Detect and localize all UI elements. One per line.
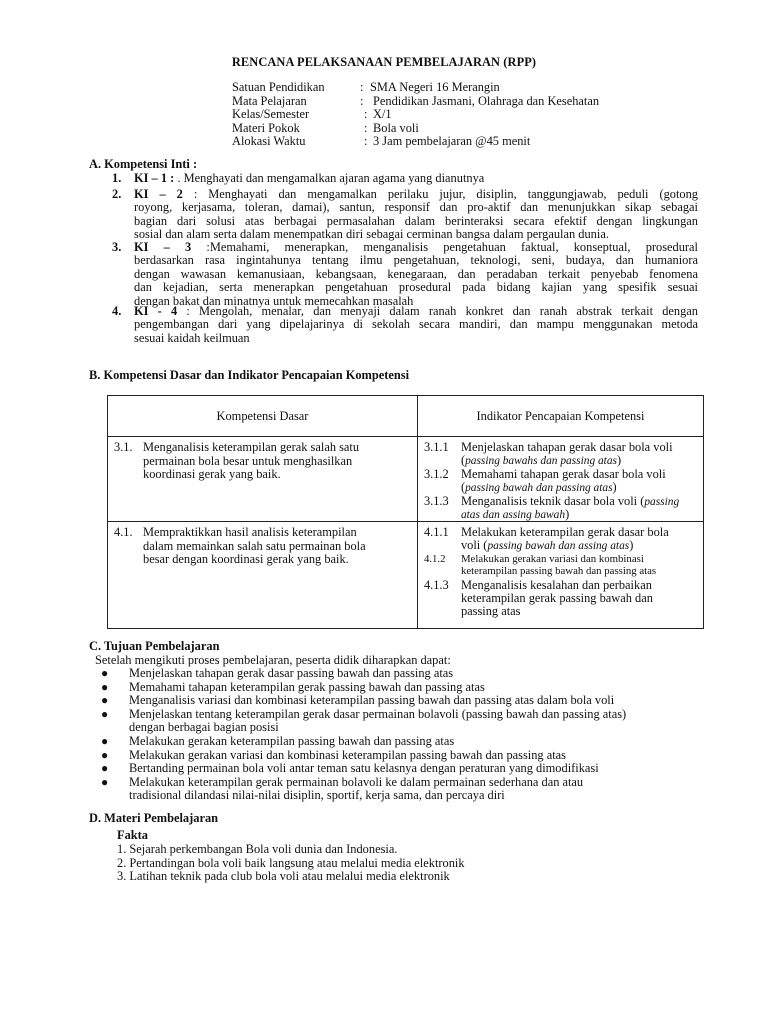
list-item: 2. Pertandingan bola voli baik langsung atau melalui media elektronik: [117, 855, 465, 870]
bullet-icon: ●: [101, 679, 109, 694]
ki-body: [134, 172, 698, 185]
ki-text: berdasarkan rasa ingintahunya tentang ilmu pengetahuan, teknologi, seni, budaya, dan humaniora: [134, 254, 698, 268]
info-label: Alokasi Waktu: [232, 134, 306, 148]
table-cell: [417, 522, 703, 629]
indicator-text: Menjelaskan tahapan gerak dasar bola voli: [460, 440, 673, 454]
indicator-cont: passing atas: [460, 604, 521, 618]
info-row: [232, 95, 752, 108]
ki-key: KI – 3: [134, 241, 192, 254]
ki-text: sesuai kaidah keilmuan: [134, 330, 250, 345]
kd-text: dalam memainkan salah satu permainan bola: [143, 538, 366, 553]
section-a-heading: A. Kompetensi Inti :: [89, 157, 198, 171]
col-indikator: Indikator Pencapaian Kompetensi: [476, 409, 645, 423]
indicator-code: 3.1.1: [423, 440, 449, 454]
indicator-cont: keterampilan gerak passing bawah dan: [460, 591, 653, 605]
info-row: [232, 122, 752, 135]
info-row: [232, 81, 752, 94]
table-row: [108, 522, 704, 629]
indicator-code: 3.1.3: [423, 494, 449, 508]
ki-text: sosial dan alam serta dalam menempatkan diri sebagai cerminan bangsa dalam pergaulan dunia.: [134, 227, 609, 242]
indicator-text: Melakukan gerakan variasi dan kombinasi: [460, 553, 644, 565]
ki-text: : Menghayati dan mengamalkan perilaku jujur, disiplin, tanggungjawab, peduli (gotong: [182, 188, 698, 201]
table-row: [108, 437, 704, 522]
ki-body: [134, 241, 698, 308]
bullet-icon: ●: [101, 747, 109, 762]
info-label: Materi Pokok: [232, 120, 300, 135]
info-value: Pendidikan Jasmani, Olahraga dan Kesehatan: [373, 93, 600, 108]
ki-key: KI – 2: [134, 188, 183, 201]
info-row: [232, 135, 752, 148]
ki-text: bagian dari solusi atas berbagai permasalahan dalam berinteraksi secara efektif dengan lingkungan: [134, 214, 698, 228]
section-c-intro: Setelah mengikuti proses pembelajaran, peserta didik diharapkan dapat:: [95, 653, 451, 667]
indicator-text: Menganalisis kesalahan dan perbaikan: [460, 578, 652, 592]
materi-list: [117, 843, 465, 884]
ki-text: dengan wawasan kemanusiaan, kebangsaan, kenegaraan, dan peradaban terkait penyebab fenomena: [134, 267, 698, 281]
info-sep: :: [364, 107, 368, 121]
kd-cell: [108, 522, 417, 628]
info-sep: :: [360, 80, 364, 94]
ki-number: 2.: [112, 187, 122, 201]
list-item: ● Memahami tahapan keterampilan gerak passing bawah dan passing atas: [101, 679, 485, 694]
bullet-icon: ●: [101, 666, 109, 680]
info-sep: :: [360, 93, 364, 108]
indicator-code: 3.1.2: [423, 467, 449, 481]
indicator-cont: (passing bawah dan passing atas): [460, 480, 617, 494]
ki-number: 3.: [112, 240, 122, 254]
table-cell: [108, 522, 418, 629]
kd-text: Mempraktikkan hasil analisis keterampilan: [143, 525, 357, 539]
ki-number: 1.: [112, 171, 122, 185]
ki-text: :Memahami, menerapkan, menganalisis pengetahuan faktual, konseptual, prosedural: [191, 241, 698, 254]
info-sep: :: [364, 120, 368, 135]
indicator-cont: keterampilan passing bawah dan passing atas: [460, 565, 657, 577]
indicator-cell: [418, 437, 703, 521]
info-label: Satuan Pendidikan: [232, 80, 325, 94]
page-title: RENCANA PELAKSANAAN PEMBELAJARAN (RPP): [231, 55, 537, 69]
table-header-row: [108, 396, 704, 437]
indicator-cont: voli (passing bawah dan assing atas): [460, 538, 634, 552]
section-d-heading: D. Materi Pembelajaran: [89, 811, 219, 825]
ki-body: [134, 305, 698, 345]
list-item: 3. Latihan teknik pada club bola voli atau melalui media elektronik: [117, 869, 450, 884]
list-item: ● Melakukan keterampilan gerak permainan bolavoli ke dalam permainan sederhana dan atau: [101, 774, 584, 789]
info-label: Mata Pelajaran: [232, 93, 307, 108]
bullet-icon: ●: [101, 774, 109, 789]
indicator-text: Memahami tahapan gerak dasar bola voli: [460, 467, 666, 481]
ki-text: . Menghayati dan mengamalkan ajaran agama yang dianutnya: [174, 171, 485, 185]
table-header-cell: [108, 396, 418, 437]
kd-text: Menganalisis keterampilan gerak salah satu: [143, 440, 360, 454]
list-item: ● Menjelaskan tentang keterampilan gerak dasar permainan bolavoli (passing bawah dan passing atas): [101, 706, 627, 721]
indicator-cont: (passing bawahs dan passing atas): [460, 453, 622, 467]
bullet-icon: ●: [101, 733, 109, 748]
kd-text: permainan bola besar untuk menghasilkan: [143, 453, 353, 468]
table-cell: [108, 437, 418, 522]
info-value: 3 Jam pembelajaran @45 menit: [373, 134, 531, 148]
col-kompetensi-dasar: Kompetensi Dasar: [216, 409, 309, 423]
indicator-text: Menganalisis teknik dasar bola voli (passing: [460, 494, 680, 508]
kd-text: koordinasi gerak yang baik.: [143, 467, 281, 481]
indicator-cell: [418, 522, 703, 628]
list-item: 1. Sejarah perkembangan Bola voli dunia dan Indonesia.: [117, 842, 398, 856]
info-value: SMA Negeri 16 Merangin: [370, 80, 500, 94]
info-sep: :: [364, 134, 368, 148]
indicator-code: 4.1.3: [423, 578, 449, 592]
ki-text: royong, kerjasama, toleran, damai), santun, responsif dan pro-aktif dan menunjukkan sikap sebagai: [134, 201, 698, 215]
list-item-cont: dengan berbagai bagian posisi: [129, 720, 279, 735]
list-item: ● Menganalisis variasi dan kombinasi keterampilan passing bawah dan passing atas dalam bola voli: [101, 693, 615, 708]
objective-list: [95, 667, 715, 803]
kd-number: 4.1.: [114, 525, 133, 539]
kd-number: 3.1.: [114, 440, 133, 454]
competency-table: [107, 395, 704, 629]
indicator-code: 4.1.1: [423, 525, 449, 539]
ki-text: : Mengolah, menalar, dan menyaji dalam ranah konkret dan ranah abstrak terkait dengan: [177, 305, 698, 318]
info-value: X/1: [373, 107, 392, 121]
indicator-code: 4.1.2: [423, 553, 446, 565]
section-b-heading: B. Kompetensi Dasar dan Indikator Pencapaian Kompetensi: [89, 368, 410, 382]
bullet-icon: ●: [101, 761, 109, 776]
ki-number: 4.: [112, 304, 122, 318]
list-item-cont: tradisional dilandasi nilai-nilai disiplin, sportif, kerja sama, dan percaya diri: [129, 788, 505, 803]
ki-text: dan kejadian, serta menerapkan pengetahuan prosedural pada bidang kajian yang spesifik sesuai: [134, 281, 698, 295]
list-item: ● Bertanding permainan bola voli antar teman satu kelasnya dengan peraturan yang dimodifikasi: [101, 761, 599, 776]
section-d-subheading: Fakta: [117, 828, 148, 842]
section-c-heading: C. Tujuan Pembelajaran: [89, 639, 220, 653]
list-item: ● Melakukan gerakan variasi dan kombinasi keterampilan passing bawah dan passing atas: [101, 747, 566, 762]
kd-cell: [108, 437, 417, 521]
table-cell: [417, 437, 703, 522]
ki-text: pengembangan dari yang dipelajarinya di sekolah secara mandiri, dan mampu menggunakan metoda: [134, 318, 698, 332]
indicator-cont: atas dan assing bawah): [460, 507, 570, 521]
ki-text: dengan bakat dan minatnya untuk memecahkan masalah: [134, 293, 414, 308]
info-label: Kelas/Semester: [232, 107, 310, 121]
ki-key: KI - 4: [134, 305, 178, 318]
bullet-icon: ●: [101, 693, 109, 708]
indicator-text: Melakukan keterampilan gerak dasar bola: [460, 525, 669, 539]
info-value: Bola voli: [373, 120, 419, 135]
bullet-icon: ●: [101, 706, 109, 721]
list-item: ● Menjelaskan tahapan gerak dasar passing bawah dan passing atas: [101, 666, 454, 680]
kd-text: besar dengan koordinasi gerak yang baik.: [143, 552, 349, 566]
table-header-cell: [417, 396, 703, 437]
ki-body: [134, 188, 698, 242]
list-item: ● Melakukan gerakan keterampilan passing bawah dan passing atas: [101, 733, 455, 748]
info-row: [232, 108, 752, 121]
ki-key: KI – 1 :: [134, 171, 175, 185]
